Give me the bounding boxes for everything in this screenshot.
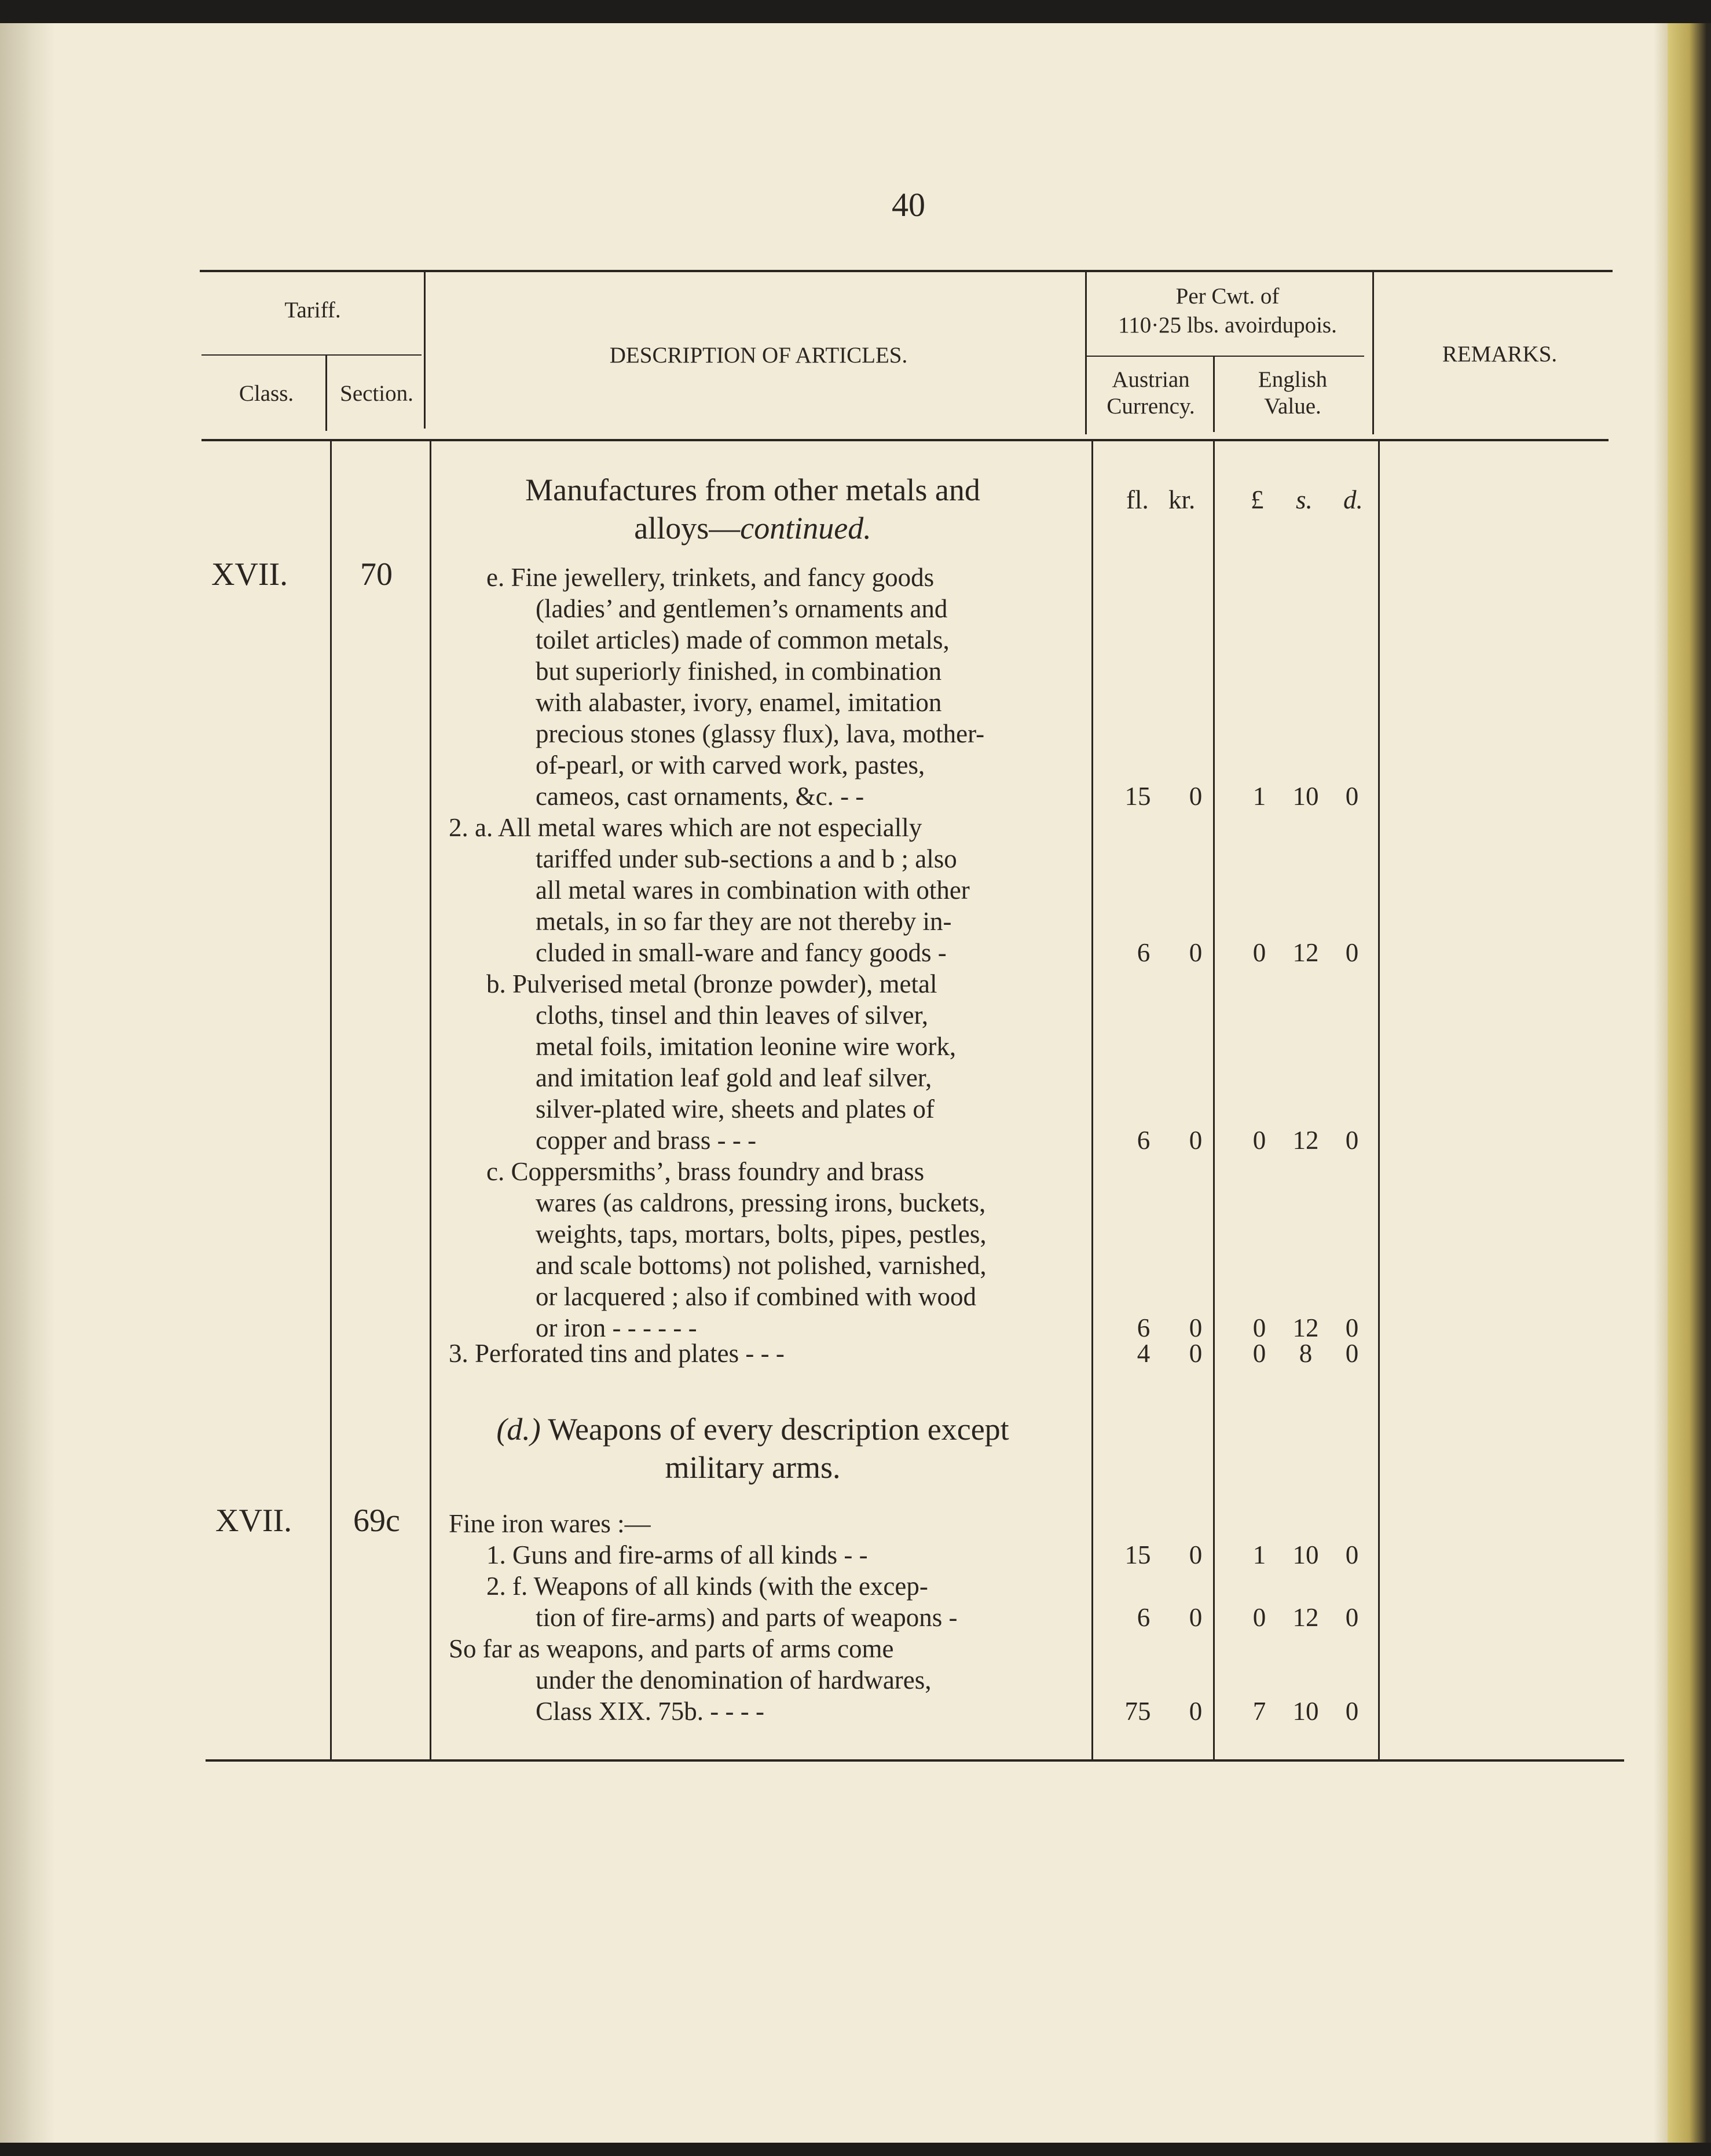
item-guns-fl: 15 (1124, 1540, 1151, 1569)
item-b-s: 12 (1292, 1126, 1319, 1155)
item-c-s: 12 (1292, 1313, 1319, 1342)
section2-heading-line1: (d.) Weapons of every description except (496, 1412, 1009, 1447)
unit-s: s. (1296, 485, 1313, 514)
item-guns-s: 10 (1292, 1540, 1319, 1569)
item-2a-line: cluded in small-ware and fancy goods - (536, 938, 947, 967)
item-weapons-pound: 0 (1252, 1603, 1266, 1632)
item-b-line: cloths, tinsel and thin leaves of silver, (536, 1001, 929, 1030)
item-c-line: wares (as caldrons, pressing irons, buckets, (536, 1188, 986, 1217)
table-top-rule (200, 270, 1613, 272)
item-weapons-fl: 6 (1137, 1603, 1151, 1632)
header-bottom-rule (201, 439, 1609, 441)
item-weapons-s: 12 (1292, 1603, 1319, 1632)
body-austrian-english-divider (1213, 441, 1215, 1759)
item-c-kr: 0 (1189, 1313, 1203, 1342)
item-e-line: toilet articles) made of common metals, (536, 625, 950, 654)
body-description-austrian-divider (1091, 441, 1093, 1759)
item-2a-s: 12 (1292, 938, 1319, 967)
english-value-header-line1: English (1258, 367, 1328, 392)
item-b-kr: 0 (1189, 1126, 1203, 1155)
section1-heading-line2: alloys—continued. (634, 511, 871, 546)
unit-kr: kr. (1168, 485, 1196, 514)
section2-intro: Fine iron wares :— (449, 1509, 651, 1538)
unit-d: d. (1343, 485, 1363, 514)
item-e-d: 0 (1345, 782, 1359, 811)
per-cwt-header-line1: Per Cwt. of (1175, 284, 1280, 309)
item-hardwares-line: under the denomination of hardwares, (536, 1665, 932, 1694)
item-guns-pound: 1 (1252, 1540, 1266, 1569)
item-c-line: or lacquered ; also if combined with wood (536, 1282, 977, 1311)
item-hardwares-line: Class XIX. 75b. - - - - (536, 1697, 764, 1726)
item-3-fl: 4 (1137, 1339, 1151, 1368)
item-hardwares-d: 0 (1345, 1697, 1359, 1726)
item-hardwares-line: So far as weapons, and parts of arms come (449, 1634, 894, 1663)
item-2a-kr: 0 (1189, 938, 1203, 967)
item-e-line: precious stones (glassy flux), lava, mother- (536, 719, 985, 748)
per-cwt-divider-rule (1086, 356, 1364, 357)
austrian-currency-header-line2: Currency. (1107, 394, 1195, 419)
page-edge (1654, 23, 1668, 2143)
item-e-line: cameos, cast ornaments, &c. - - (536, 782, 864, 811)
page-stack-edge (1668, 23, 1711, 2143)
item-c-line: c. Coppersmiths’, brass foundry and brass (486, 1157, 925, 1186)
item-hardwares-pound: 7 (1252, 1697, 1266, 1726)
item-3-pound: 0 (1252, 1339, 1266, 1368)
body-english-remarks-divider (1378, 441, 1380, 1759)
item-e-line: with alabaster, ivory, enamel, imitation (536, 688, 942, 717)
section-header: Section. (340, 381, 413, 406)
page-number: 40 (892, 186, 925, 224)
item-e-pound: 1 (1252, 782, 1266, 811)
tariff-divider-rule (201, 354, 422, 356)
item-b-d: 0 (1345, 1126, 1359, 1155)
description-cwt-divider (1085, 272, 1087, 434)
item-b-fl: 6 (1137, 1126, 1151, 1155)
item-guns-d: 0 (1345, 1540, 1359, 1569)
item-e-line: of-pearl, or with carved work, pastes, (536, 751, 925, 779)
item-c-line: and scale bottoms) not polished, varnished, (536, 1251, 987, 1280)
austrian-english-divider (1213, 357, 1215, 432)
item-3-s: 8 (1299, 1339, 1313, 1368)
item-weapons-line: tion of fire-arms) and parts of weapons - (536, 1603, 958, 1632)
item-2a-line: all metal wares in combination with other (536, 876, 970, 905)
unit-pound: £ (1251, 485, 1264, 514)
item-c-line: or iron - - - - - - (536, 1313, 697, 1342)
item-b-line: b. Pulverised metal (bronze powder), metal (486, 969, 937, 998)
item-b-line: copper and brass - - - (536, 1126, 757, 1155)
austrian-currency-header-line1: Austrian (1112, 367, 1190, 392)
binding-gutter (0, 23, 55, 2143)
item-2a-d: 0 (1345, 938, 1359, 967)
item-b-line: metal foils, imitation leonine wire work, (536, 1032, 957, 1061)
item-e-line: (ladies’ and gentlemen’s ornaments and (536, 594, 948, 623)
item-3-line: 3. Perforated tins and plates - - - (449, 1339, 785, 1368)
item-weapons-kr: 0 (1189, 1603, 1203, 1632)
item-guns-kr: 0 (1189, 1540, 1203, 1569)
item-b-pound: 0 (1252, 1126, 1266, 1155)
item-e-line: but superiorly finished, in combination (536, 657, 942, 686)
item-c-d: 0 (1345, 1313, 1359, 1342)
body-section-description-divider (430, 441, 431, 1759)
item-2a-line: metals, in so far they are not thereby in- (536, 907, 952, 936)
item-c-fl: 6 (1137, 1313, 1151, 1342)
section2-section-number: 69c (353, 1503, 400, 1539)
item-e-fl: 15 (1124, 782, 1151, 811)
item-2a-line: tariffed under sub-sections a and b ; also (536, 844, 957, 873)
section1-class: XVII. (211, 557, 288, 592)
item-c-line: weights, taps, mortars, bolts, pipes, pestles, (536, 1220, 987, 1249)
item-e-kr: 0 (1189, 782, 1203, 811)
tariff-header: Tariff. (284, 298, 341, 323)
english-value-header-line2: Value. (1264, 394, 1321, 419)
item-hardwares-kr: 0 (1189, 1697, 1203, 1726)
body-class-section-divider (330, 441, 332, 1759)
class-header: Class. (239, 381, 294, 406)
item-2a-line: 2. a. All metal wares which are not especially (449, 813, 922, 842)
item-e-s: 10 (1292, 782, 1319, 811)
section1-heading-line1: Manufactures from other metals and (525, 473, 980, 507)
item-weapons-line: 2. f. Weapons of all kinds (with the excep- (486, 1572, 928, 1601)
item-hardwares-fl: 75 (1124, 1697, 1151, 1726)
table-bottom-rule (206, 1759, 1624, 1762)
item-weapons-d: 0 (1345, 1603, 1359, 1632)
item-3-d: 0 (1345, 1339, 1359, 1368)
item-e-line: e. Fine jewellery, trinkets, and fancy goods (486, 563, 935, 592)
per-cwt-header-line2: 110·25 lbs. avoirdupois. (1118, 313, 1337, 338)
item-2a-pound: 0 (1252, 938, 1266, 967)
section2-class: XVII. (215, 1503, 292, 1539)
item-b-line: silver-plated wire, sheets and plates of (536, 1095, 935, 1123)
item-3-kr: 0 (1189, 1339, 1203, 1368)
remarks-header: REMARKS. (1442, 342, 1558, 367)
description-header: DESCRIPTION OF ARTICLES. (609, 343, 908, 368)
class-section-divider (325, 356, 327, 431)
item-guns-line: 1. Guns and fire-arms of all kinds - - (486, 1540, 868, 1569)
item-c-pound: 0 (1252, 1313, 1266, 1342)
section1-section-number: 70 (360, 557, 393, 592)
section2-heading-line2: military arms. (665, 1450, 841, 1485)
item-b-line: and imitation leaf gold and leaf silver, (536, 1063, 932, 1092)
unit-fl: fl. (1126, 485, 1149, 514)
cwt-remarks-divider (1372, 272, 1374, 434)
item-2a-fl: 6 (1137, 938, 1151, 967)
item-hardwares-s: 10 (1292, 1697, 1319, 1726)
